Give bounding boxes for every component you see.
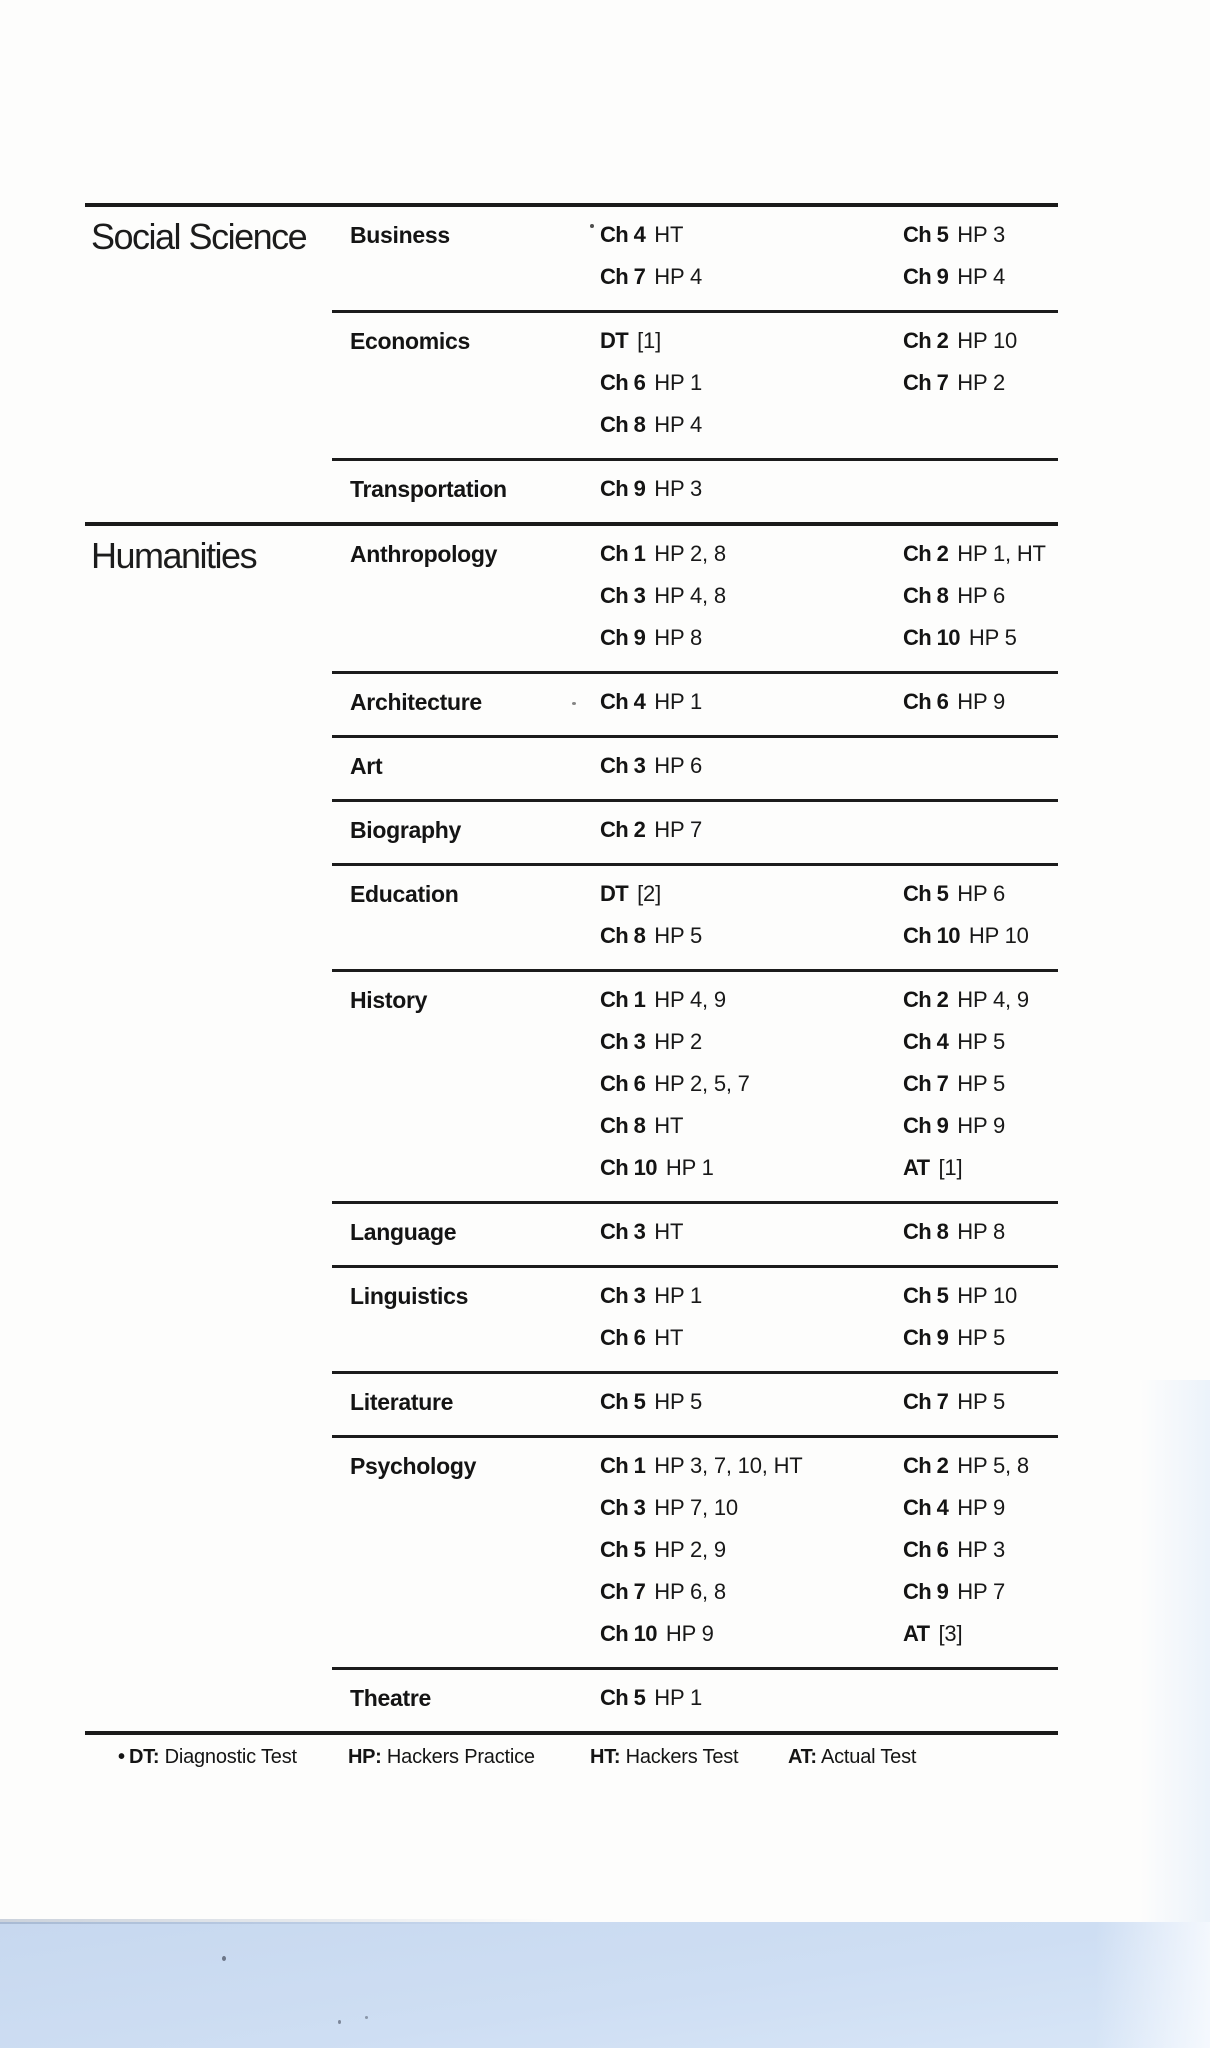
chapter-value: HP 7, 10: [654, 1495, 738, 1520]
chapter-label: AT: [903, 1621, 930, 1646]
chapter-label: Ch 4: [600, 222, 646, 247]
topic-name: Language: [350, 1219, 457, 1245]
chapter-value: HP 4: [957, 264, 1005, 289]
chapter-label: Ch 3: [600, 1495, 646, 1520]
chapter-entry: [600, 214, 903, 256]
chapter-label: Ch 2: [600, 817, 646, 842]
chapter-label: Ch 6: [903, 1537, 949, 1562]
chapter-entry: [903, 617, 1058, 659]
topic-name: Literature: [350, 1389, 454, 1415]
chapter-column-left: [600, 809, 903, 851]
chapter-entry: [600, 1105, 903, 1147]
topic-name: Psychology: [350, 1453, 477, 1479]
chapter-entry: [600, 362, 903, 404]
chapter-value: HP 2: [957, 370, 1005, 395]
topic-row: [332, 1435, 1058, 1667]
chapter-label: AT: [903, 1155, 930, 1180]
chapter-label: Ch 9: [600, 625, 646, 650]
chapter-entry: [903, 1063, 1058, 1105]
chapter-label: Ch 10: [600, 1621, 657, 1646]
chapter-column-left: [600, 745, 903, 787]
chapter-entry: [600, 1487, 903, 1529]
topic-name: Biography: [350, 817, 462, 843]
chapter-value: HP 4: [654, 412, 702, 437]
chapter-label: Ch 2: [903, 1453, 949, 1478]
chapter-column-right: [903, 979, 1058, 1189]
chapter-entry: [903, 320, 1058, 362]
chapter-label: Ch 6: [600, 370, 646, 395]
chapter-value: [1]: [938, 1155, 963, 1180]
page-edge-shading: [1140, 1380, 1210, 1922]
scan-speck: [590, 224, 594, 228]
topic-name: Theatre: [350, 1685, 431, 1711]
chapter-label: Ch 8: [600, 923, 646, 948]
chapter-label: Ch 9: [600, 476, 646, 501]
topic-row: [332, 735, 1058, 799]
chapter-entry: [903, 1613, 1058, 1655]
topic-name: Art: [350, 753, 383, 779]
chapter-label: Ch 2: [903, 541, 949, 566]
legend-label: Diagnostic Test: [159, 1746, 297, 1768]
chapter-column-right: [903, 533, 1058, 659]
chapter-entry: [600, 1381, 903, 1423]
chapter-entry: [903, 1021, 1058, 1063]
chapter-value: HP 10: [957, 328, 1018, 353]
chapter-label: Ch 5: [600, 1389, 646, 1414]
chapter-column-left: [600, 1445, 903, 1655]
chapter-label: Ch 7: [903, 1071, 949, 1096]
chapter-label: Ch 8: [600, 1113, 646, 1138]
chapter-value: HP 4: [654, 264, 702, 289]
chapter-label: Ch 7: [903, 370, 949, 395]
chapter-entry: [600, 1677, 903, 1719]
chapter-entry: [903, 1211, 1058, 1253]
chapter-value: HP 1: [654, 370, 702, 395]
topic-row: [332, 526, 1058, 671]
chapter-entry: [600, 745, 903, 787]
chapter-value: HP 9: [957, 689, 1005, 714]
chapter-value: HP 8: [957, 1219, 1005, 1244]
scan-speck: [338, 2020, 341, 2024]
scan-speck: [365, 2016, 368, 2019]
chapter-entry: [600, 915, 903, 957]
chapter-entry: [903, 362, 1058, 404]
chapter-entry: [600, 979, 903, 1021]
chapter-label: Ch 9: [903, 1325, 949, 1350]
chapter-entry: [600, 681, 903, 723]
chapter-value: HP 6: [957, 881, 1005, 906]
chapter-entry: [600, 468, 903, 510]
topic-name: Economics: [350, 328, 471, 354]
chapter-value: HP 1: [654, 1685, 702, 1710]
topic-name: Architecture: [350, 689, 482, 715]
chapter-entry: [903, 681, 1058, 723]
chapter-entry: [903, 1105, 1058, 1147]
page-edge-blue-band: [0, 1922, 1210, 2048]
chapter-value: HP 2, 5, 7: [654, 1071, 750, 1096]
chapter-value: HP 5: [957, 1325, 1005, 1350]
chapter-column-left: [600, 1381, 903, 1423]
topic-name: Transportation: [350, 476, 507, 502]
chapter-entry: [600, 1613, 903, 1655]
chapter-column-left: [600, 681, 903, 723]
chapter-entry: [903, 1275, 1058, 1317]
chapter-label: Ch 2: [903, 328, 949, 353]
chapter-entry: [600, 617, 903, 659]
chapter-value: HP 1, HT: [957, 541, 1046, 566]
chapter-value: HP 2, 9: [654, 1537, 726, 1562]
chapter-value: HP 2, 8: [654, 541, 726, 566]
chapter-column-right: [903, 320, 1058, 446]
topic-name: Business: [350, 222, 450, 248]
chapter-entry: [903, 575, 1058, 617]
chapter-value: HT: [654, 1113, 684, 1138]
chapter-value: HT: [654, 222, 684, 247]
chapter-column-right: [903, 681, 1058, 723]
chapter-value: HP 4, 8: [654, 583, 726, 608]
chapter-entry: [600, 1445, 903, 1487]
chapter-value: HP 6: [957, 583, 1005, 608]
topic-row: [332, 1265, 1058, 1371]
chapter-entry: [600, 1317, 903, 1359]
chapter-value: HP 3: [957, 1537, 1005, 1562]
chapter-value: HP 5: [957, 1029, 1005, 1054]
chapter-entry: [903, 1147, 1058, 1189]
topic-name: History: [350, 987, 428, 1013]
topic-row: [332, 1667, 1058, 1731]
chapter-entry: [903, 256, 1058, 298]
legend-bullet: •: [118, 1746, 126, 1768]
chapter-entry: [903, 1445, 1058, 1487]
chapter-value: HP 4, 9: [654, 987, 726, 1012]
chapter-label: Ch 3: [600, 583, 646, 608]
topic-row: [332, 207, 1058, 310]
chapter-label: Ch 9: [903, 1579, 949, 1604]
chapter-entry: [600, 1211, 903, 1253]
legend-label: Hackers Practice: [381, 1746, 535, 1768]
legend-item: [118, 1746, 297, 1769]
chapter-entry: [600, 533, 903, 575]
chapter-column-right: [903, 468, 1058, 510]
chapter-label: Ch 1: [600, 541, 646, 566]
chapter-entry: [600, 404, 903, 446]
chapter-label: Ch 5: [600, 1537, 646, 1562]
chapter-label: Ch 6: [600, 1071, 646, 1096]
topic-row: [332, 969, 1058, 1201]
chapter-column-left: [600, 1211, 903, 1253]
chapter-column-right: [903, 1677, 1058, 1719]
chapter-entry: [600, 873, 903, 915]
chapter-value: HP 2: [654, 1029, 702, 1054]
chapter-value: HT: [654, 1219, 684, 1244]
chapter-label: Ch 8: [903, 583, 949, 608]
chapter-entry: [600, 1571, 903, 1613]
legend-item: [590, 1746, 738, 1769]
chapter-entry: [600, 809, 903, 851]
chapter-value: HP 4, 9: [957, 987, 1029, 1012]
chapter-column-right: [903, 214, 1058, 298]
scan-speck: [572, 702, 576, 705]
topic-name: Anthropology: [350, 541, 498, 567]
legend-item: [348, 1746, 535, 1769]
chapter-label: Ch 3: [600, 1219, 646, 1244]
chapter-label: Ch 4: [903, 1495, 949, 1520]
chapter-entry: [600, 1021, 903, 1063]
chapter-column-left: [600, 1677, 903, 1719]
chapter-value: HP 7: [957, 1579, 1005, 1604]
chapter-value: HP 5: [957, 1389, 1005, 1414]
chapter-label: Ch 3: [600, 753, 646, 778]
chapter-label: Ch 7: [903, 1389, 949, 1414]
chapter-value: HP 5: [957, 1071, 1005, 1096]
topic-index-table: [85, 203, 1058, 1735]
chapter-entry: [600, 1063, 903, 1105]
chapter-label: Ch 3: [600, 1283, 646, 1308]
chapter-value: HP 1: [654, 689, 702, 714]
legend-item: [788, 1746, 916, 1769]
topic-name: Linguistics: [350, 1283, 469, 1309]
chapter-value: HP 9: [957, 1495, 1005, 1520]
chapter-value: HP 1: [665, 1155, 714, 1180]
chapter-label: Ch 6: [903, 689, 949, 714]
legend-abbr: AT:: [788, 1746, 817, 1768]
chapter-label: Ch 9: [903, 264, 949, 289]
chapter-column-right: [903, 1211, 1058, 1253]
chapter-entry: [903, 1529, 1058, 1571]
chapter-value: [2]: [637, 881, 662, 906]
chapter-column-right: [903, 1275, 1058, 1359]
scan-speck: [222, 1956, 226, 1961]
chapter-entry: [600, 575, 903, 617]
chapter-label: DT: [600, 328, 629, 353]
topic-row: [332, 458, 1058, 522]
chapter-column-left: [600, 873, 903, 957]
chapter-label: Ch 1: [600, 1453, 646, 1478]
topic-row: [332, 863, 1058, 969]
topic-row: [332, 310, 1058, 458]
chapter-label: Ch 7: [600, 1579, 646, 1604]
chapter-value: HP 3: [654, 476, 702, 501]
chapter-value: HP 1: [654, 1283, 702, 1308]
chapter-value: HT: [654, 1325, 684, 1350]
chapter-column-left: [600, 533, 903, 659]
chapter-label: Ch 6: [600, 1325, 646, 1350]
chapter-column-right: [903, 1381, 1058, 1423]
category-label: Humanities: [91, 535, 257, 576]
chapter-label: Ch 5: [903, 222, 949, 247]
chapter-label: Ch 9: [903, 1113, 949, 1138]
chapter-label: Ch 10: [903, 923, 960, 948]
chapter-value: [1]: [637, 328, 662, 353]
chapter-entry: [600, 1529, 903, 1571]
chapter-value: HP 5: [968, 625, 1017, 650]
chapter-column-left: [600, 979, 903, 1189]
legend-label: Actual Test: [816, 1746, 917, 1768]
chapter-value: HP 6: [654, 753, 702, 778]
chapter-value: HP 7: [654, 817, 702, 842]
topic-row: [332, 671, 1058, 735]
table-section: [85, 207, 1058, 522]
chapter-column-left: [600, 320, 903, 446]
chapter-column-right: [903, 745, 1058, 787]
topic-row: [332, 799, 1058, 863]
chapter-value: HP 9: [665, 1621, 714, 1646]
chapter-entry: [903, 1571, 1058, 1613]
chapter-entry: [600, 256, 903, 298]
chapter-entry: [903, 873, 1058, 915]
topic-name: Education: [350, 881, 459, 907]
chapter-label: Ch 8: [600, 412, 646, 437]
topic-row: [332, 1371, 1058, 1435]
category-label: Social Science: [91, 216, 307, 257]
chapter-entry: [903, 979, 1058, 1021]
chapter-label: Ch 5: [600, 1685, 646, 1710]
chapter-entry: [600, 1147, 903, 1189]
chapter-value: HP 5, 8: [957, 1453, 1029, 1478]
chapter-label: Ch 5: [903, 1283, 949, 1308]
chapter-column-left: [600, 468, 903, 510]
abbreviation-legend: [0, 1746, 1210, 1776]
chapter-label: Ch 8: [903, 1219, 949, 1244]
chapter-label: Ch 5: [903, 881, 949, 906]
chapter-label: Ch 4: [903, 1029, 949, 1054]
chapter-column-right: [903, 873, 1058, 957]
chapter-label: Ch 10: [600, 1155, 657, 1180]
chapter-entry: [903, 1487, 1058, 1529]
chapter-entry: [903, 533, 1058, 575]
chapter-value: [3]: [938, 1621, 963, 1646]
chapter-column-right: [903, 809, 1058, 851]
chapter-column-right: [903, 1445, 1058, 1655]
chapter-value: HP 5: [654, 923, 702, 948]
chapter-label: DT: [600, 881, 629, 906]
chapter-value: HP 10: [957, 1283, 1018, 1308]
chapter-label: Ch 10: [903, 625, 960, 650]
chapter-entry: [903, 915, 1058, 957]
chapter-column-left: [600, 1275, 903, 1359]
chapter-value: HP 5: [654, 1389, 702, 1414]
chapter-value: HP 8: [654, 625, 702, 650]
chapter-value: HP 3, 7, 10, HT: [654, 1453, 803, 1478]
chapter-entry: [903, 214, 1058, 256]
chapter-entry: [600, 1275, 903, 1317]
chapter-value: HP 9: [957, 1113, 1005, 1138]
chapter-label: Ch 7: [600, 264, 646, 289]
legend-abbr: HP:: [348, 1746, 382, 1768]
legend-label: Hackers Test: [620, 1746, 739, 1768]
chapter-entry: [903, 1381, 1058, 1423]
chapter-value: HP 6, 8: [654, 1579, 726, 1604]
chapter-value: HP 3: [957, 222, 1005, 247]
chapter-value: HP 10: [968, 923, 1029, 948]
chapter-label: Ch 2: [903, 987, 949, 1012]
topic-row: [332, 1201, 1058, 1265]
legend-abbr: DT:: [129, 1746, 160, 1768]
chapter-label: Ch 1: [600, 987, 646, 1012]
chapter-entry: [600, 320, 903, 362]
chapter-entry: [903, 1317, 1058, 1359]
chapter-label: Ch 3: [600, 1029, 646, 1054]
chapter-column-left: [600, 214, 903, 298]
legend-abbr: HT:: [590, 1746, 621, 1768]
chapter-label: Ch 4: [600, 689, 646, 714]
